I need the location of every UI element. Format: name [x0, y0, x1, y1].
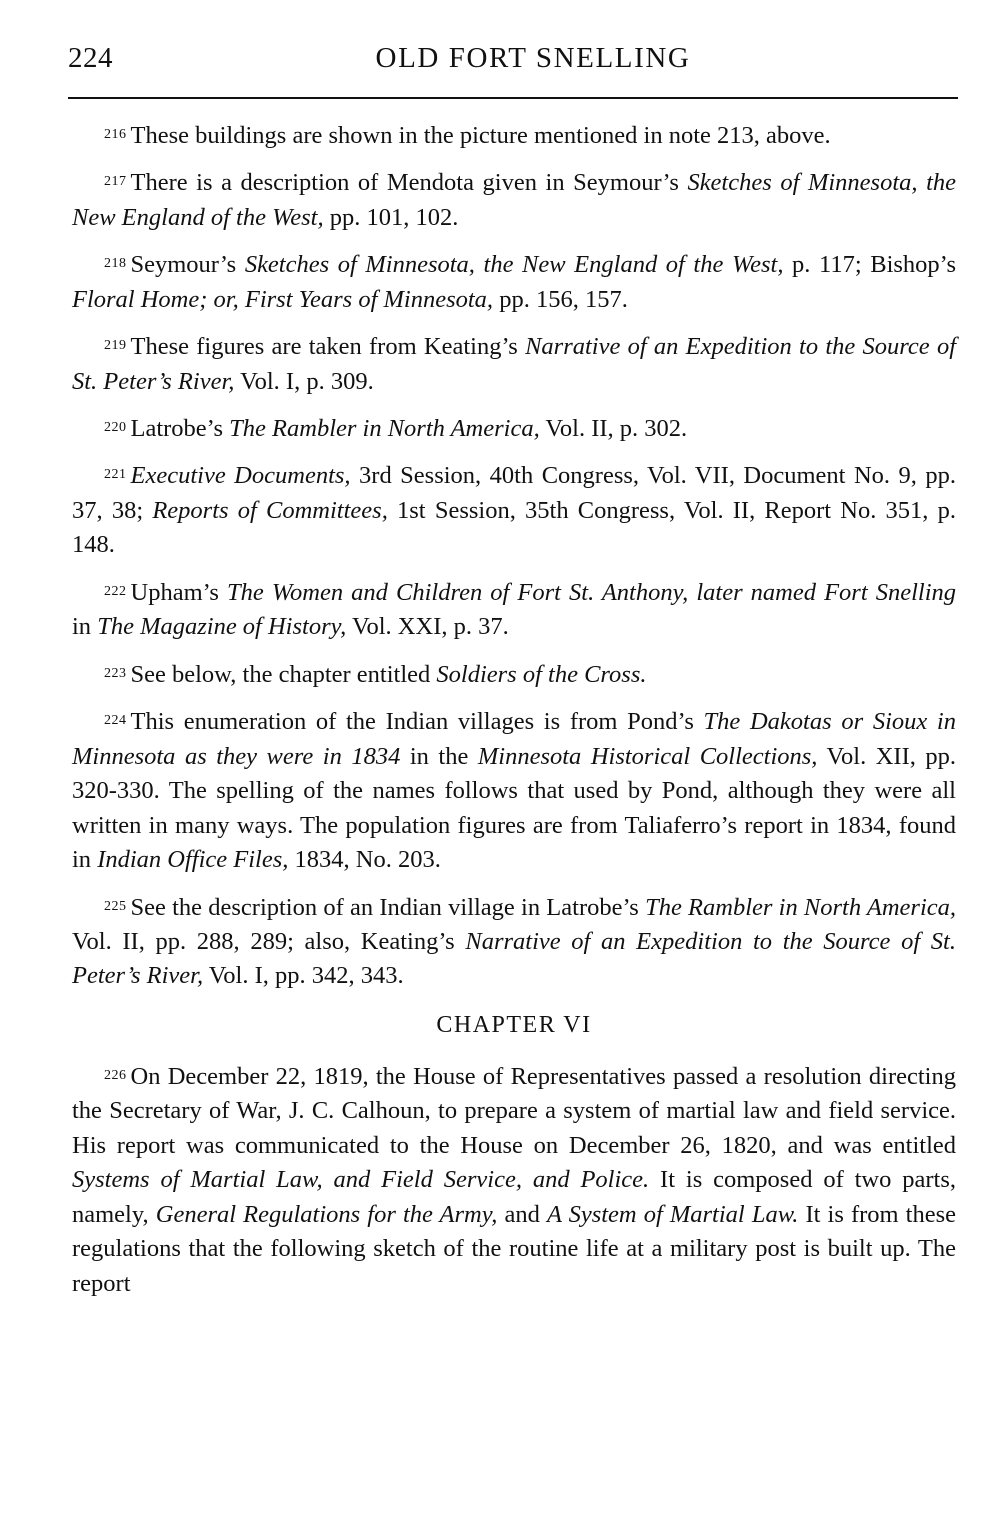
footnote-number: 225: [104, 898, 127, 914]
footnote-text: This enumeration of the Indian villages is from Pond’s: [130, 708, 704, 736]
footnote: [72, 657, 956, 692]
footnote-title-italic: The Magazine of History,: [97, 613, 347, 641]
footnote-title-italic: A System of Martial Law.: [546, 1200, 799, 1228]
footnote: [72, 575, 956, 645]
footnote-number: 217: [104, 174, 127, 190]
footnote-number: 226: [104, 1067, 127, 1083]
footnote: [72, 1059, 956, 1301]
footnote-text: pp. 101, 102.: [323, 203, 459, 231]
footnote-text: Upham’s: [130, 578, 228, 606]
notes-list-chapter-vi: [72, 1059, 956, 1301]
footnote-title-italic: Sketches of Minnesota, the New England of the West,: [72, 169, 956, 231]
footnote-text: and: [497, 1200, 547, 1228]
page-number: 224: [68, 42, 113, 74]
footnote: [72, 247, 956, 317]
footnote-title-italic: Minnesota Historical Collections,: [477, 742, 818, 770]
footnote-title-italic: The Women and Children of Fort St. Anthony, later named Fort Snelling: [227, 578, 956, 606]
footnote-number: 221: [104, 467, 127, 483]
footnotes-body: [72, 118, 956, 1313]
footnote-title-italic: Floral Home; or, First Years of Minnesota,: [72, 285, 494, 313]
footnote-text: in the: [400, 742, 478, 770]
footnote-number: 223: [104, 665, 127, 681]
footnote-title-italic: Executive Documents,: [130, 462, 351, 490]
footnote-title-italic: The Rambler in North America,: [229, 414, 540, 442]
footnote-number: 220: [104, 420, 127, 436]
footnote-text: See the description of an Indian village in Latrobe’s: [130, 893, 646, 921]
footnote: [72, 118, 956, 153]
running-title: OLD FORT SNELLING: [375, 42, 691, 74]
header-rule: [68, 97, 958, 99]
footnote-text: 3rd Session, 40th Congress, Vol. VII, Document No. 9, pp. 37, 38;: [72, 462, 957, 524]
footnote-text: in: [72, 613, 98, 641]
footnote: [72, 165, 956, 235]
footnote: [72, 890, 956, 994]
footnote-text: See below, the chapter entitled: [130, 660, 437, 688]
footnote-text: These buildings are shown in the picture mentioned in note 213, above.: [130, 121, 831, 149]
footnote-text: Vol. I, pp. 342, 343.: [203, 962, 404, 990]
footnote: [72, 329, 956, 399]
footnote-text: p. 117; Bishop’s: [783, 251, 957, 279]
footnote-text: Latrobe’s: [130, 414, 230, 442]
footnote-text: Vol. XII, pp. 320-330. The spelling of the names follows that used by Pond, although they were all written in many ways. The population figures are from Taliaferro’s report in 1834, found in: [72, 742, 956, 874]
footnote-title-italic: Narrative of an Expedition to the Source of St. Peter’s River,: [72, 333, 956, 395]
footnote-title-italic: Indian Office Files,: [97, 846, 289, 874]
footnote-text: pp. 156, 157.: [493, 285, 628, 313]
footnote-text: 1834, No. 203.: [288, 846, 441, 874]
footnote-number: 224: [104, 713, 127, 729]
chapter-heading: CHAPTER VI: [436, 1011, 592, 1038]
footnote-title-italic: The Rambler in North America,: [645, 893, 957, 921]
footnote: [72, 458, 956, 562]
footnote-number: 219: [104, 338, 127, 354]
footnote-text: Vol. II, p. 302.: [539, 414, 688, 442]
footnote-text: Vol. II, pp. 288, 289; also, Keating’s: [72, 927, 466, 955]
footnote-text: Seymour’s: [130, 251, 245, 279]
footnote-title-italic: Narrative of an Expedition to the Source of St. Peter’s River,: [72, 927, 956, 990]
footnote-text: There is a description of Mendota given in Seymour’s: [130, 169, 688, 197]
footnote: [72, 704, 956, 877]
footnote-number: 222: [104, 583, 127, 599]
footnote-title-italic: General Regulations for the Army,: [155, 1200, 498, 1228]
footnote-number: 218: [104, 256, 127, 272]
footnote-text: It is from these regulations that the following sketch of the routine life at a military post is built up. The report: [72, 1200, 957, 1297]
footnote-text: 1st Session, 35th Congress, Vol. II, Report No. 351, p. 148.: [72, 496, 956, 559]
footnote: [72, 411, 956, 446]
notes-list: [72, 118, 956, 994]
footnote-text: Vol. I, p. 309.: [234, 367, 374, 395]
footnote-number: 216: [104, 127, 127, 142]
footnote-text: It is composed of two parts, namely,: [72, 1166, 956, 1228]
footnote-title-italic: The Dakotas or Sioux in Minnesota as they were in 1834: [72, 708, 956, 770]
footnote-text: These figures are taken from Keating’s: [130, 333, 526, 361]
footnote-title-italic: Systems of Martial Law, and Field Service, and Police.: [72, 1166, 650, 1194]
page-header: [68, 40, 958, 92]
footnote-title-italic: Reports of Committees,: [152, 496, 388, 524]
footnote-text: On December 22, 1819, the House of Representatives passed a resolution directing the Secretary of War, J. C. Calhoun, to prepare a system of martial law and field service. His report was communicated to the House on December 26, 1820, and was entitled: [72, 1062, 956, 1159]
footnote-title-italic: Soldiers of the Cross.: [436, 660, 647, 688]
footnote-title-italic: Sketches of Minnesota, the New England of the West,: [244, 251, 784, 279]
footnote-text: Vol. XXI, p. 37.: [346, 613, 509, 641]
